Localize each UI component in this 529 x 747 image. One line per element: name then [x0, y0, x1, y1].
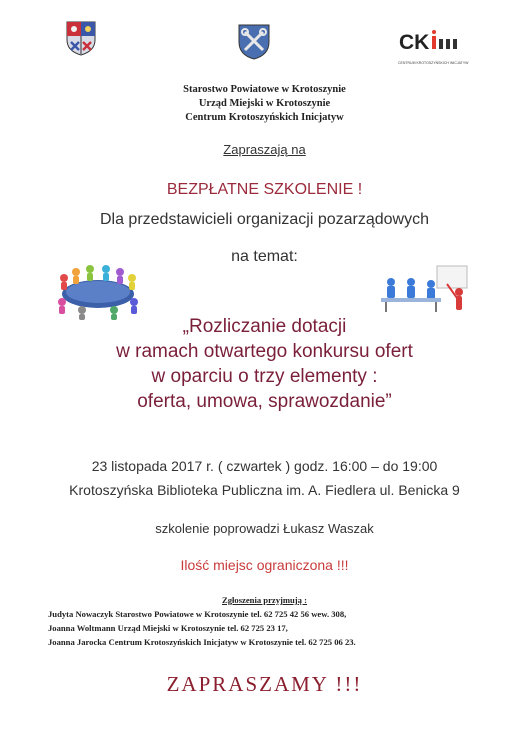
topic-intro: na temat:: [231, 248, 298, 265]
topic-line: oferta, umowa, sprawozdanie”: [137, 391, 392, 412]
ckiii-logo-caption: CENTRUM KROTOSZYŃSKICH INICJATYW: [398, 61, 469, 65]
ckiii-logo-mark-icon: [398, 28, 460, 54]
topic-line: w oparciu o trzy elementy :: [151, 366, 378, 387]
county-coat-of-arms-icon: [65, 20, 97, 61]
invite-text: Zapraszają na: [223, 142, 306, 157]
contact-line: Judyta Nowaczyk Starostwo Powiatowe w Krotoszynie tel. 62 725 42 56 wew. 308,: [48, 609, 347, 619]
headline: BEZPŁATNE SZKOLENIE !: [166, 181, 363, 198]
date-time: 23 listopada 2017 r. ( czwartek ) godz. 16:00 – do 19:00: [91, 458, 438, 474]
topic-line: „Rozliczanie dotacji: [182, 316, 347, 337]
organizer-line: Starostwo Powiatowe w Krotoszynie: [183, 84, 346, 95]
svg-text:CK: CK: [399, 31, 430, 54]
training-topic: [0, 314, 529, 414]
organizer-line: Urząd Miejski w Krotoszynie: [198, 98, 331, 109]
presentation-illustration: [381, 262, 473, 319]
trainer: szkolenie poprowadzi Łukasz Waszak: [155, 521, 374, 536]
registration-contacts: [0, 593, 529, 649]
venue: Krotoszyńska Biblioteka Publiczna im. A. Fiedlera ul. Benicka 9: [69, 482, 460, 498]
topic-line: w ramach otwartego konkursu ofert: [116, 341, 413, 362]
contact-line: Joanna Woltmann Urząd Miejski w Krotoszynie tel. 62 725 23 17,: [48, 623, 288, 633]
subtitle: Dla przedstawicieli organizacji pozarządowych: [99, 211, 430, 228]
contacts-heading: Zgłoszenia przyjmują :: [222, 595, 307, 605]
closing-invitation: ZAPRASZAMY !!!: [166, 672, 363, 696]
organizer-line: Centrum Krotoszyńskich Inicjatyw: [185, 112, 344, 123]
contact-line: Joanna Jarocka Centrum Krotoszyńskich Inicjatyw w Krotoszynie tel. 62 725 06 23.: [48, 637, 356, 647]
town-coat-of-arms-icon: [236, 22, 272, 65]
limited-seats-notice: Ilość miejsc ograniczona !!!: [180, 557, 349, 573]
ckiii-logo: [398, 28, 469, 68]
organizers-block: [0, 83, 529, 125]
